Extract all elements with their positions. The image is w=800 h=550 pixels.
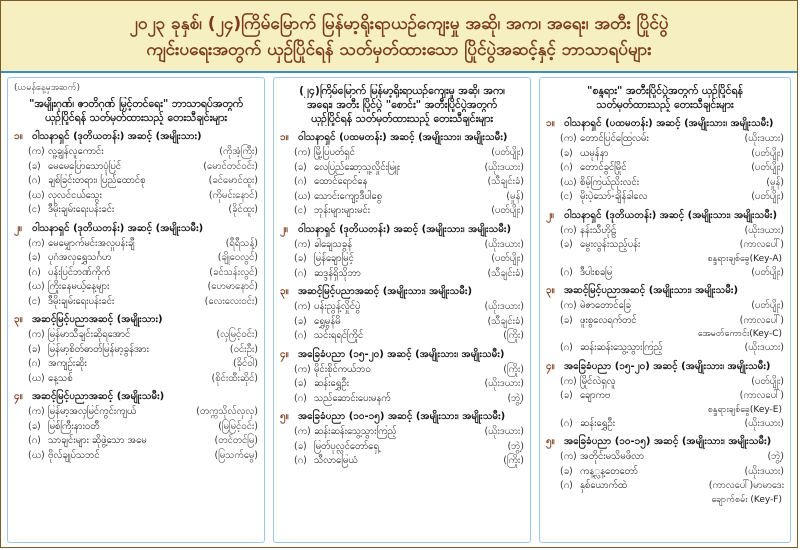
song-style: (ပတ်ပျိုး) (491, 147, 524, 158)
category-title: ဝါသနာရှင် (ပထမတန်း) အဆင့် (အမျိုးသား၊ အမျိုးသမီး) (564, 118, 774, 129)
category-section (546, 434, 784, 507)
category-number: ၃။ (14, 314, 23, 325)
list-item (14, 189, 258, 204)
category-title: ဝါသနာရှင် (ဒုတိယတန်း) အဆင့် (အမျိုးသား) (32, 131, 202, 142)
header-title-line-1: ၂၀၂၃ ခုနှစ်၊ (၂၄)ကြိမ်မြောက် မြန်မာ့ရိုးရာယဉ်ကျေးမှု အဆို၊ အက၊ အရေး၊ အတီး ပြိုင်ပွဲ (129, 14, 669, 34)
category-section (14, 389, 258, 463)
song-style: (ရီရီသန့်) (225, 237, 258, 249)
item-label: (ဂ) (294, 455, 307, 466)
column-2-title-line: (၂၄)ကြိမ်မြောက် မြန်မာ့ရိုးရာယဉ်ကျေးမှု အဆို၊ အက၊ (299, 85, 505, 97)
list-item (14, 372, 258, 387)
list-item (14, 237, 258, 252)
song-style: (သီချင်းခံ) (487, 315, 524, 327)
list-item (546, 176, 784, 191)
item-label: (က) (28, 146, 45, 157)
song-title: ဆန်းရွှေဦး (314, 378, 349, 389)
category-number: ၁။ (14, 131, 23, 142)
song-style: (ကိုမင်းနောင်) (208, 189, 258, 201)
song-style: (ကာလပေါ်)မာမာဒေး (708, 480, 784, 491)
category-section (280, 284, 524, 344)
list-item (280, 315, 524, 330)
list-item (14, 328, 258, 343)
item-label: (ခ) (28, 252, 41, 263)
item-label: (င) (28, 204, 41, 215)
item-label: (ဂ) (28, 358, 41, 369)
song-style: (ကာလပေါ်) (739, 390, 784, 401)
columns (1, 73, 797, 547)
category-heading (14, 312, 258, 328)
key-note: အေမတ်ကောင်း(Key-C) (697, 329, 782, 339)
song-style: (ကိုအံ့ကြီး) (219, 146, 258, 157)
list-item (546, 266, 784, 281)
category-number: ၄။ (280, 348, 289, 360)
item-label: (က) (294, 147, 311, 158)
item-label: (ခ) (294, 378, 307, 389)
song-style: (ယိုးဒယား) (744, 133, 784, 144)
header-title-line-2: ကျင်းပရေးအတွက် ယှဉ်ပြိုင်ရန် သတ်မှတ်ထားသော ပြိုင်ပွဲအဆင့်နှင့် ဘာသာရပ်များ (146, 40, 652, 60)
item-label: (ဂ) (28, 175, 41, 186)
category-heading (280, 222, 524, 238)
list-item (14, 145, 258, 160)
item-label: (က) (28, 329, 45, 340)
item-label: (ဃ) (28, 281, 45, 292)
list-item (546, 450, 784, 465)
category-number: ၄။ (546, 360, 555, 372)
item-label: (ခ) (560, 390, 573, 401)
song-title: ဒီမိုးချမ်းရေးပန်းခင်း (48, 204, 115, 215)
item-label: (ဂ) (560, 162, 573, 173)
song-style: (ကြိုး) (503, 455, 524, 466)
song-style: (ခိုင်ထူး) (228, 204, 258, 215)
item-label: (ဂ) (294, 330, 307, 341)
list-item (280, 329, 524, 344)
song-title: မြန်မာ့အလှမြင်ကွင်းကျယ် (48, 406, 137, 417)
song-title: ဆန်းဆန်းသွေ့သွားကြည့် (580, 342, 663, 353)
category-section (14, 312, 258, 386)
category-title: ဝါသနာရှင် (ဒုတိယတန်း) အဆင့် (အမျိုးသား၊ အမျိုးသမီး) (564, 209, 778, 221)
song-title: နှစ်ယောက်ထဲ (580, 480, 628, 491)
item-label: (က) (294, 238, 311, 250)
item-label: (င) (560, 191, 573, 202)
list-item (546, 375, 784, 390)
list-item (14, 295, 258, 310)
list-item (280, 238, 524, 253)
song-style: (ပတ်ပျိုး) (491, 253, 524, 264)
list-item (280, 363, 524, 378)
list-item (14, 266, 258, 281)
category-section (280, 347, 524, 407)
category-heading (546, 208, 784, 224)
item-label: (ခ) (28, 160, 41, 172)
header-banner (1, 1, 797, 73)
list-item (280, 204, 524, 219)
column-1-title-line: "အမျိုးဂုဏ်၊ ဇာတိဂုဏ် မြှင့်တင်ရေး" ဘာသာရပ်အတွက် (28, 98, 244, 110)
list-item (14, 357, 258, 372)
category-number: ၄။ (14, 391, 23, 402)
song-style: (ပတ်ပျိုး) (751, 191, 784, 202)
song-title: မြတ်ပုလ္လင်တော်ရှေ့ (314, 440, 379, 452)
item-label: (က) (560, 300, 577, 311)
column-2-title (280, 84, 524, 126)
category-title: ဝါသနာရှင် (ဒုတိယတန်း) အဆင့် (အမျိုးသမီး) (32, 222, 204, 234)
category-heading (280, 347, 524, 363)
song-style: (မောင်တင်ဝင်း) (203, 160, 258, 172)
list-item (546, 224, 784, 239)
item-label: (ခ) (294, 315, 307, 327)
song-style: (ပတ်ပျိုး) (751, 162, 784, 173)
item-label: (က) (294, 426, 311, 437)
song-title: မြိုင်လဲရှလူ (580, 375, 616, 387)
song-style: (ယိုးဒယား) (484, 161, 524, 173)
category-number: ၃။ (546, 285, 555, 296)
song-title: လူ့ချွန်လူကောင်း (48, 146, 104, 157)
song-title: ပန်းပြင်ဘဏ်ကိုက် (48, 266, 111, 278)
category-title: အဆင့်မြင့်ပညာအဆင့် (အမျိုးသား၊ အမျိုးသမီး) (298, 286, 473, 297)
list-item (546, 314, 784, 329)
song-title: မြစ်ကြီးနားဝတီ (48, 420, 100, 432)
list-item (280, 300, 524, 315)
song-title: သည်ဆောင်းပေးမနက် (314, 392, 391, 404)
category-section (280, 222, 524, 282)
song-title: မြန်မာသီချင်းဆိုရအောင် (48, 329, 131, 340)
list-item (14, 434, 258, 449)
column-2-sections (280, 130, 524, 469)
list-item (280, 267, 524, 282)
song-title: မိုးပဲ့သော်-ချိန်ခါလေ (580, 191, 648, 202)
category-title: အဆင့်မြင့်ပညာအဆင့် (အမျိုးသား၊ အမျိုးသမီး) (564, 285, 739, 296)
list-item (280, 190, 524, 205)
category-heading (546, 434, 784, 450)
item-label: (ဂ) (560, 480, 573, 491)
column-1 (7, 77, 265, 543)
item-label: (က) (560, 224, 577, 236)
list-item (14, 343, 258, 358)
column-2-title-line: အရေး၊ အတီး ပြိုင်ပွဲ "စောင်း" အတီးပြိုင်ပွဲအတွက် (307, 99, 497, 111)
song-style: (ချိုဝေလွင်) (217, 252, 258, 263)
song-title: ဆန်းရွှေဦး (580, 417, 615, 429)
item-label: (ဂ) (28, 266, 41, 278)
item-label: (ဃ) (294, 190, 311, 202)
song-style: (လေးလေးဝင်း) (204, 295, 258, 307)
song-style: (ဟေမာနောင်) (207, 281, 258, 292)
item-label: (ခ) (294, 161, 307, 173)
list-item (14, 405, 258, 420)
song-style: (ဘွဲ့) (507, 440, 524, 452)
list-item (280, 175, 524, 190)
song-style: (စိုင်းထီးဆိုင်) (211, 372, 258, 384)
list-item (546, 132, 784, 147)
song-title: မိုင်းစိုင်ကယ်ဘဝ (314, 363, 371, 375)
song-title: အတိုင်းမသိမဖိလာ (580, 451, 644, 462)
column-3-title-line: သတ်မှတ်ထားသည့် တေးသီချင်းများ (596, 99, 734, 111)
column-3 (539, 77, 791, 543)
column-2 (273, 77, 531, 543)
item-label: (က) (294, 363, 311, 375)
song-style: (ယိုးဒယား) (744, 417, 784, 429)
song-style: (မြမြင့်ဝင်း) (218, 420, 258, 432)
item-label: (င) (294, 205, 307, 216)
song-title: ခါချေသခွန် (314, 238, 353, 250)
song-title: မေမေပြောသောပုံပြင် (48, 160, 122, 172)
item-label: (ခ) (28, 420, 41, 432)
item-label: (ခ) (560, 314, 573, 326)
column-3-title (546, 84, 784, 112)
song-title: ကန့္လန့တေတော် (580, 465, 638, 477)
list-item (280, 161, 524, 176)
song-style: (မှုန်) (506, 190, 524, 202)
category-title: ဝါသနာရှင် (ပထမတန်း) အဆင့် (အမျိုးသား၊ အမျိုးသမီး) (298, 132, 508, 143)
category-section (14, 221, 258, 310)
song-style: (ကာလပေါ်) (739, 314, 784, 326)
category-section (14, 129, 258, 218)
song-style: (ပတ်ပျိုး) (751, 147, 784, 159)
list-item (280, 440, 524, 455)
list-item (280, 454, 524, 469)
song-style: (ခင်မောင်ထူး) (208, 175, 258, 186)
category-title: အခြေခံပညာ (၁၅-၂၀) အဆင့် (အမျိုးသား၊ အမျိုးသမီး) (298, 348, 505, 360)
song-title: ပန်းညွန့်လှိုင်ပွဲ (314, 301, 361, 312)
song-title: ချောကဗ (580, 390, 611, 401)
category-title: အခြေခံပညာ (၁၀-၁၅) အဆင့် (အမျိုးသား၊ အမျိုးသမီး) (564, 436, 772, 447)
song-style: (ကာလပေါ်) (739, 239, 784, 250)
item-label: (က) (294, 301, 311, 312)
song-title: မဲဇာတောင်ခြေ (580, 300, 631, 311)
item-label: (ဃ) (28, 189, 45, 201)
song-title: ထောင်ရောင်နေ (314, 176, 368, 187)
song-style: (မှုန်) (766, 176, 784, 188)
song-style: (လှမြင့်ဝင်း) (216, 329, 258, 340)
song-title: ဆဒ္ဒန်ရှိသိုဘာ (314, 267, 361, 279)
song-style: (ခင်သန်းလွင်) (209, 266, 258, 278)
list-item (546, 161, 784, 176)
song-style: (ကြိုး) (503, 330, 524, 341)
category-section (280, 409, 524, 469)
song-title: ရွှေမွန်မိ (314, 315, 341, 327)
list-item (546, 389, 784, 404)
list-item (546, 299, 784, 314)
key-note: ချောက်စမ်း (Key-F) (711, 494, 782, 505)
item-label: (ဂ) (560, 266, 573, 278)
list-item (14, 203, 258, 218)
song-title: မြန်မာ့စိတ်ဓာတ်မြန်မာ့ခွန်အား (48, 343, 149, 355)
list-item (546, 465, 784, 480)
song-title: မေမျှောက်မင်းအလှုပန်းချီ (48, 237, 135, 249)
category-section (546, 208, 784, 281)
item-label: (ဂ) (560, 342, 573, 353)
category-title: အခြေခံပညာ (၁၀-၁၅) အဆင့် (အမျိုးသား၊ အမျိုးသမီး) (298, 411, 506, 422)
category-section (546, 116, 784, 205)
song-title: လေပြည်ဆော့သူ့လှိုင်းမြူး (314, 161, 401, 173)
song-title: နန်းသီဟိုဠ် (580, 224, 617, 236)
song-style: (တင်တင်မြ) (214, 435, 258, 446)
category-heading (546, 116, 784, 132)
song-title: ဒီပါးစခမြ (580, 266, 613, 278)
list-item (14, 420, 258, 435)
list-item (546, 479, 784, 494)
item-label: (ဂ) (28, 435, 41, 446)
list-item (546, 238, 784, 253)
item-label: (ဂ) (560, 417, 573, 429)
item-label: (ခ) (28, 343, 41, 355)
item-label: (က) (28, 237, 45, 249)
category-number: ၂။ (546, 209, 554, 221)
category-heading (280, 409, 524, 425)
song-title: သီလာမြေယံ (314, 455, 358, 466)
list-item (14, 251, 258, 266)
song-title: ဒီမိုးချမ်းရေးပန်းခင်း (48, 295, 115, 307)
song-title: မြို့ပြပတ်ရှင် (314, 147, 355, 158)
category-heading (280, 284, 524, 300)
key-note: စန္ဒရားချစ်ခွေ(Key-E) (707, 404, 782, 415)
item-label: (က) (560, 375, 577, 387)
song-style: (ပတ်ပျိုး) (751, 266, 784, 278)
song-style: (ယိုးဒယား) (484, 378, 524, 389)
item-label: (ဂ) (294, 392, 307, 404)
item-label: (က) (560, 451, 577, 462)
song-title: တောင်ပြင်ထြေလမ်း (580, 133, 649, 144)
song-title: တောင်ခွင်မြိုင် (580, 162, 627, 173)
song-title: မွေးလွန်းသည့်ပန်း (580, 239, 641, 250)
category-heading (14, 129, 258, 145)
list-item (280, 252, 524, 267)
song-title: ပုဂံအလှရွှေသင်္ဂဟ (48, 252, 112, 263)
category-title: အဆင့်မြင့်ပညာအဆင့် (အမျိုးသား) (32, 314, 163, 325)
category-heading (14, 389, 258, 405)
column-3-title-line: "စန္ဒရား" အတီးပြိုင်ပွဲအတွက် ယှဉ်ပြိုင်ရန် (587, 85, 743, 97)
item-label: (က) (28, 406, 45, 417)
list-item (546, 341, 784, 356)
list-item (280, 377, 524, 392)
category-section (546, 359, 784, 432)
column-3-sections (546, 116, 784, 507)
song-style: (ပတ်ပျိုး) (491, 205, 524, 216)
list-item (546, 147, 784, 162)
category-section (546, 283, 784, 356)
column-1-sections (14, 129, 258, 463)
column-1-title (14, 97, 258, 125)
list-item (14, 160, 258, 175)
song-title: သောင်းကျော့ဒီပါစွေ (314, 190, 382, 202)
list-item (280, 146, 524, 161)
song-title: သာချင်းများ ဆိုဖွဲ့သော အမေ (48, 435, 147, 446)
song-title: ယမုန်နာ (580, 147, 609, 159)
list-item (546, 190, 784, 205)
category-number: ၁။ (546, 118, 555, 129)
song-style: (ပတ်ပျိုး) (751, 375, 784, 387)
list-item (546, 417, 784, 432)
song-style: (ယိုးဒယား) (484, 301, 524, 312)
category-heading (546, 283, 784, 299)
song-style: (တက္ကသိုလ်လှလှ) (196, 406, 258, 417)
list-item (14, 174, 258, 189)
item-label: (ဂ) (294, 176, 307, 187)
item-label: (ခ) (294, 440, 307, 452)
category-section (280, 130, 524, 219)
category-title: အဆင့်မြင့်ပညာအဆင့် (အမျိုးသမီး) (32, 391, 165, 402)
song-style: (ယိုးဒယား) (744, 342, 784, 353)
song-style: (ယိုးဒယား) (744, 465, 784, 477)
category-number: ၁။ (280, 132, 289, 143)
item-label: (ခ) (560, 147, 573, 159)
song-style: (ဝင်းဦး) (229, 343, 258, 355)
song-style: (ယိုးဒယား) (484, 426, 524, 437)
item-label: (ဃ) (28, 449, 45, 461)
song-title: ကြိုးနေမယ့်နေ့များ (48, 281, 110, 292)
category-title: ဝါသနာရှင် (ဒုတိယတန်း) အဆင့် (အမျိုးသား၊ အမျိုးသမီး) (298, 223, 512, 235)
song-title: ချစ်ခြင်းတရား၊ ပြည်ထောင်စု (48, 175, 146, 186)
continued-note: (ယမန်နေ့မှအဆက်) (14, 83, 81, 93)
song-style: (သီချင်းခံ) (487, 176, 524, 187)
item-label: (ခ) (560, 465, 573, 477)
song-style: (သီချင်းခံ) (487, 267, 524, 279)
song-style: (ဘွဲ့) (507, 392, 524, 404)
category-title: အခြေခံပညာ (၁၅-၂၀) အဆင့် (အမျိုးသား၊ အမျိုးသမီး) (564, 360, 771, 372)
category-heading (546, 359, 784, 375)
category-heading (14, 221, 258, 237)
key-note: စန္ဒရားချစ်ခွေ(Key-A) (707, 253, 782, 264)
song-style: (မြသက်မွေ) (214, 449, 258, 461)
category-number: ၂။ (280, 223, 288, 235)
song-title: အကျဉ်းဆိုး (48, 358, 87, 369)
item-label: (က) (560, 133, 577, 144)
song-title: ဗိုလ်ချုပ်သဘင် (48, 449, 100, 461)
song-style: (ယိုးဒယား) (744, 224, 784, 236)
category-heading (280, 130, 524, 146)
item-label: (ခ) (560, 239, 573, 250)
category-number: ၅။ (546, 436, 555, 447)
category-number: ၂။ (14, 222, 22, 234)
song-style: (ဘွဲ့) (767, 451, 784, 462)
column-1-title-line: ယှဉ်ပြိုင်ရန် သတ်မှတ်ထားသည့် တေးသီချင်းများ (45, 112, 227, 124)
list-item (14, 280, 258, 295)
song-title: မြန်ချောမြင့် (314, 253, 354, 264)
song-style: (ယိုးဒယား) (484, 238, 524, 250)
song-title: နေ့သစ် (48, 372, 73, 384)
song-title: သင်းရရင်ကြိုင် (314, 330, 364, 341)
category-number: ၅။ (280, 411, 289, 422)
list-item (280, 392, 524, 407)
category-number: ၃။ (280, 286, 289, 297)
song-title: စိမ့်ကြယ်ညိုးလင်း (580, 176, 640, 188)
song-title: ဘုန်းများများမင်း (314, 205, 371, 216)
song-style: (ခိုင်ဝါ) (232, 358, 258, 369)
song-style: (ကြိုး) (503, 363, 524, 375)
song-style: (ပတ်ပျိုး) (751, 300, 784, 311)
song-title: ဆန်းဆန်းသွေ့သွားကြည့် (314, 426, 397, 437)
list-item (280, 425, 524, 440)
item-label: (ခ) (294, 253, 307, 264)
song-title: ဖူးစွလေရက်တင် (580, 314, 637, 326)
list-item (14, 449, 258, 464)
item-label: (ဂ) (294, 267, 307, 279)
item-label: (ဃ) (28, 372, 45, 384)
song-title: လုလင်ငယ်သွေး (48, 189, 102, 201)
column-2-title-line: ယှဉ်ပြိုင်ရန် သတ်မှတ်ထားသည့် တေးသီချင်းများ (311, 113, 493, 125)
item-label: (င) (28, 295, 41, 307)
item-label: (ဃ) (560, 176, 577, 188)
